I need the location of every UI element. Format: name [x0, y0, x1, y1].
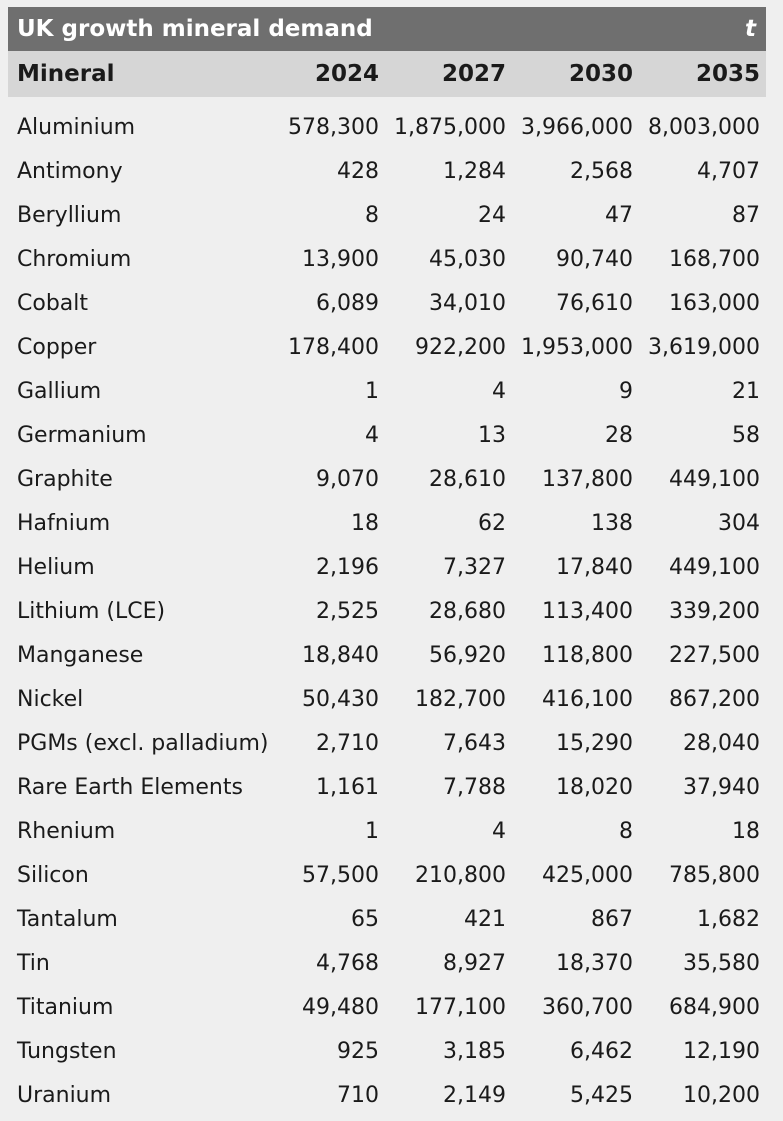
value-2035: 8,003,000 — [648, 114, 760, 140]
value-2035: 304 — [718, 510, 760, 536]
value-2035: 339,200 — [669, 598, 760, 624]
value-2024: 925 — [337, 1038, 379, 1064]
column-header-2035: 2035 — [695, 61, 760, 87]
table-row — [8, 369, 766, 413]
value-2024: 6,089 — [316, 290, 379, 316]
value-2030: 138 — [591, 510, 633, 536]
mineral-name: Nickel — [17, 686, 84, 712]
value-2024: 13,900 — [302, 246, 379, 272]
mineral-name: Tantalum — [17, 906, 118, 932]
value-2035: 3,619,000 — [648, 334, 760, 360]
value-2024: 1 — [365, 378, 379, 404]
mineral-name: Antimony — [17, 158, 123, 184]
value-2035: 18 — [732, 818, 760, 844]
value-2024: 18,840 — [302, 642, 379, 668]
value-2030: 18,370 — [556, 950, 633, 976]
value-2027: 24 — [478, 202, 506, 228]
value-2024: 9,070 — [316, 466, 379, 492]
value-2035: 449,100 — [669, 466, 760, 492]
value-2030: 18,020 — [556, 774, 633, 800]
column-header-2024: 2024 — [314, 61, 379, 87]
table-row — [8, 545, 766, 589]
table-row — [8, 941, 766, 985]
mineral-name: Helium — [17, 554, 95, 580]
value-2024: 710 — [337, 1082, 379, 1108]
value-2027: 7,327 — [443, 554, 506, 580]
table-row — [8, 457, 766, 501]
mineral-name: Beryllium — [17, 202, 122, 228]
value-2030: 9 — [619, 378, 633, 404]
value-2024: 1 — [365, 818, 379, 844]
value-2027: 177,100 — [415, 994, 506, 1020]
value-2027: 28,680 — [429, 598, 506, 624]
value-2027: 210,800 — [415, 862, 506, 888]
value-2024: 4,768 — [316, 950, 379, 976]
value-2027: 56,920 — [429, 642, 506, 668]
value-2030: 3,966,000 — [521, 114, 633, 140]
table-row — [8, 325, 766, 369]
mineral-name: Rhenium — [17, 818, 116, 844]
value-2027: 45,030 — [429, 246, 506, 272]
value-2030: 360,700 — [542, 994, 633, 1020]
table-row — [8, 501, 766, 545]
column-header-2027: 2027 — [441, 61, 506, 87]
value-2030: 5,425 — [570, 1082, 633, 1108]
table-row — [8, 149, 766, 193]
mineral-name: Titanium — [17, 994, 114, 1020]
value-2027: 34,010 — [429, 290, 506, 316]
table-row — [8, 1029, 766, 1073]
unit-label: t — [745, 16, 756, 42]
value-2024: 57,500 — [302, 862, 379, 888]
value-2024: 4 — [365, 422, 379, 448]
table-row — [8, 633, 766, 677]
value-2030: 867 — [591, 906, 633, 932]
table-row — [8, 897, 766, 941]
mineral-name: Hafnium — [17, 510, 111, 536]
value-2030: 425,000 — [542, 862, 633, 888]
mineral-name: Copper — [17, 334, 97, 360]
value-2035: 785,800 — [669, 862, 760, 888]
table-row — [8, 413, 766, 457]
value-2027: 1,284 — [443, 158, 506, 184]
value-2035: 1,682 — [697, 906, 760, 932]
value-2024: 18 — [351, 510, 379, 536]
value-2035: 10,200 — [683, 1082, 760, 1108]
table-row — [8, 677, 766, 721]
value-2035: 87 — [732, 202, 760, 228]
mineral-name: Chromium — [17, 246, 132, 272]
value-2035: 35,580 — [683, 950, 760, 976]
value-2035: 227,500 — [669, 642, 760, 668]
value-2024: 2,710 — [316, 730, 379, 756]
value-2030: 76,610 — [556, 290, 633, 316]
mineral-name: Cobalt — [17, 290, 89, 316]
mineral-name: Manganese — [17, 642, 144, 668]
table-row — [8, 853, 766, 897]
value-2027: 13 — [478, 422, 506, 448]
mineral-demand-table — [8, 7, 766, 1117]
mineral-name: Tungsten — [17, 1038, 117, 1064]
table-row — [8, 721, 766, 765]
value-2030: 1,953,000 — [521, 334, 633, 360]
value-2035: 867,200 — [669, 686, 760, 712]
value-2030: 137,800 — [542, 466, 633, 492]
value-2027: 421 — [464, 906, 506, 932]
table-row — [8, 105, 766, 149]
table-row — [8, 985, 766, 1029]
value-2030: 416,100 — [542, 686, 633, 712]
value-2035: 21 — [732, 378, 760, 404]
value-2027: 922,200 — [415, 334, 506, 360]
value-2027: 1,875,000 — [394, 114, 506, 140]
value-2027: 7,643 — [443, 730, 506, 756]
value-2024: 428 — [337, 158, 379, 184]
table-title-bar — [8, 7, 766, 51]
value-2030: 15,290 — [556, 730, 633, 756]
table-row — [8, 193, 766, 237]
value-2027: 3,185 — [443, 1038, 506, 1064]
value-2024: 2,196 — [316, 554, 379, 580]
value-2024: 65 — [351, 906, 379, 932]
mineral-name: Graphite — [17, 466, 113, 492]
value-2030: 118,800 — [542, 642, 633, 668]
mineral-name: Uranium — [17, 1082, 112, 1108]
value-2035: 4,707 — [697, 158, 760, 184]
table-row — [8, 237, 766, 281]
value-2024: 1,161 — [316, 774, 379, 800]
mineral-name: Gallium — [17, 378, 102, 404]
mineral-name: PGMs (excl. palladium) — [17, 730, 269, 756]
mineral-name: Silicon — [17, 862, 89, 888]
value-2027: 2,149 — [443, 1082, 506, 1108]
value-2024: 49,480 — [302, 994, 379, 1020]
value-2027: 62 — [478, 510, 506, 536]
value-2030: 113,400 — [542, 598, 633, 624]
value-2027: 4 — [492, 378, 506, 404]
value-2030: 6,462 — [570, 1038, 633, 1064]
value-2035: 37,940 — [683, 774, 760, 800]
column-header-mineral: Mineral — [17, 61, 115, 87]
value-2027: 4 — [492, 818, 506, 844]
table-title: UK growth mineral demand — [17, 16, 373, 42]
value-2030: 2,568 — [570, 158, 633, 184]
value-2024: 2,525 — [316, 598, 379, 624]
mineral-name: Rare Earth Elements — [17, 774, 243, 800]
value-2035: 449,100 — [669, 554, 760, 580]
value-2024: 8 — [365, 202, 379, 228]
table-row — [8, 589, 766, 633]
value-2027: 28,610 — [429, 466, 506, 492]
value-2035: 28,040 — [683, 730, 760, 756]
value-2030: 8 — [619, 818, 633, 844]
mineral-name: Lithium (LCE) — [17, 598, 166, 624]
value-2035: 684,900 — [669, 994, 760, 1020]
value-2024: 578,300 — [288, 114, 379, 140]
value-2035: 163,000 — [669, 290, 760, 316]
value-2035: 12,190 — [683, 1038, 760, 1064]
table-row — [8, 281, 766, 325]
value-2027: 7,788 — [443, 774, 506, 800]
value-2024: 50,430 — [302, 686, 379, 712]
value-2030: 28 — [605, 422, 633, 448]
table-body — [8, 97, 766, 1117]
table-header-row — [8, 51, 766, 97]
table-row — [8, 1073, 766, 1117]
table-row — [8, 809, 766, 853]
value-2035: 58 — [732, 422, 760, 448]
value-2024: 178,400 — [288, 334, 379, 360]
column-header-2030: 2030 — [568, 61, 633, 87]
mineral-name: Germanium — [17, 422, 147, 448]
mineral-name: Aluminium — [17, 114, 136, 140]
value-2027: 8,927 — [443, 950, 506, 976]
value-2030: 17,840 — [556, 554, 633, 580]
mineral-name: Tin — [17, 950, 50, 976]
value-2027: 182,700 — [415, 686, 506, 712]
value-2030: 90,740 — [556, 246, 633, 272]
table-row — [8, 765, 766, 809]
value-2035: 168,700 — [669, 246, 760, 272]
value-2030: 47 — [605, 202, 633, 228]
